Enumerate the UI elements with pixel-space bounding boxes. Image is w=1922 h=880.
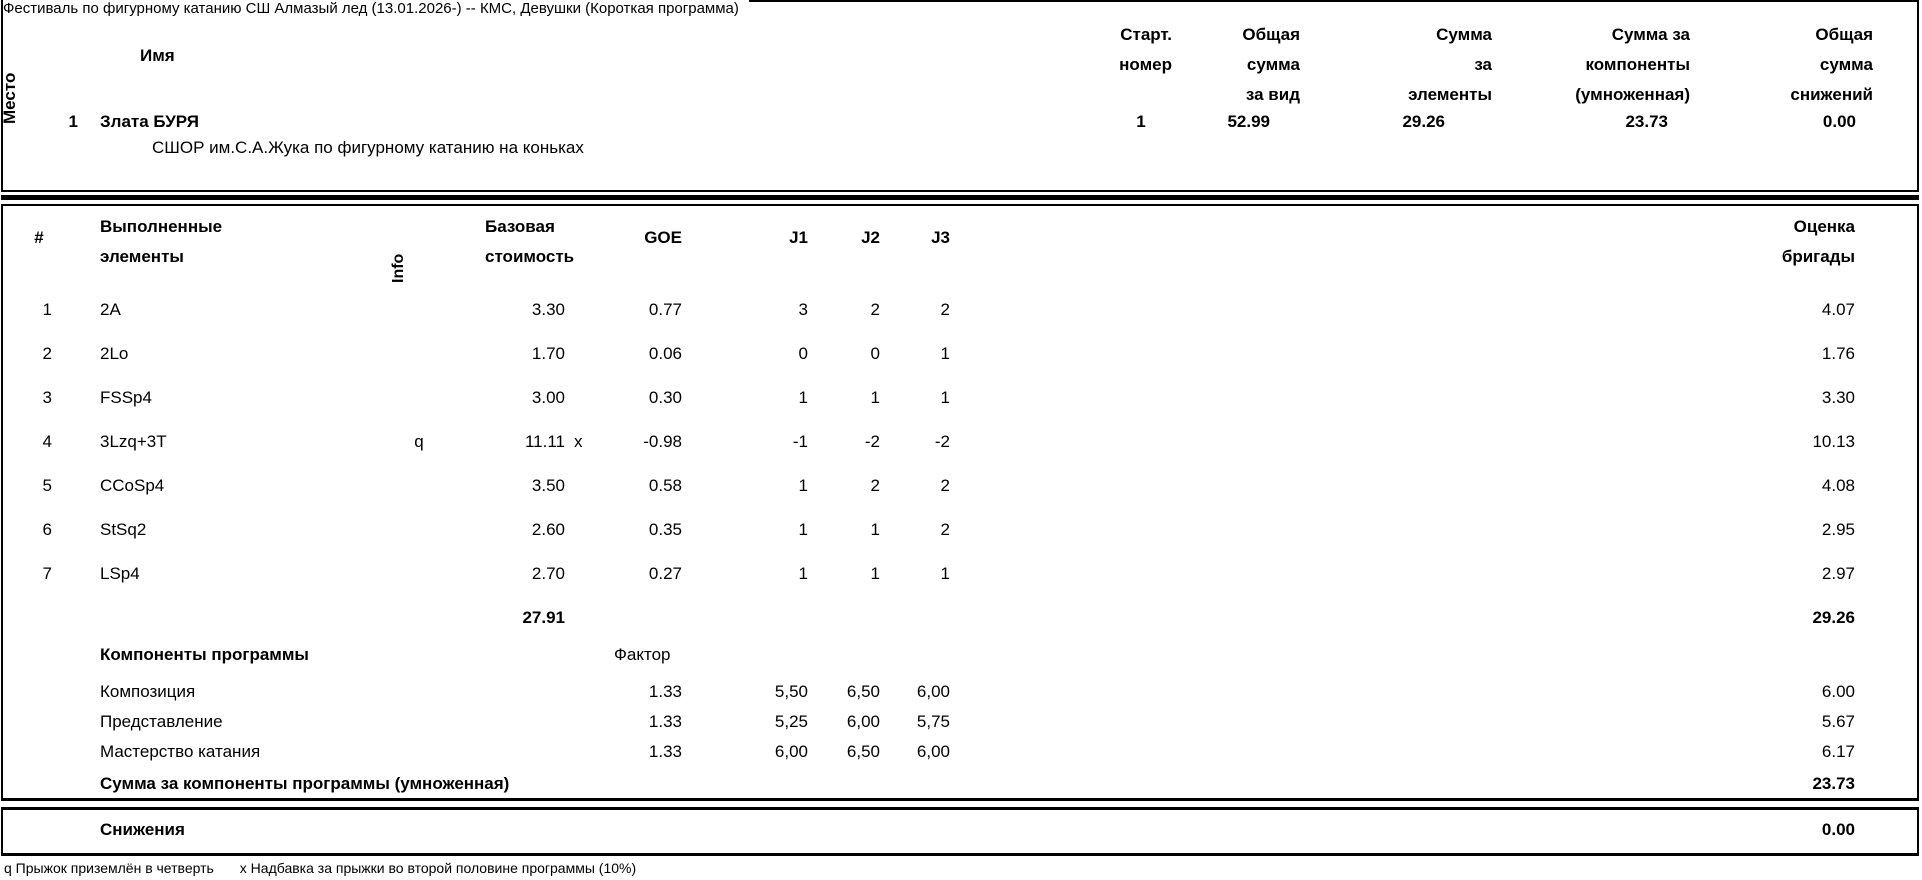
- judge2-score: 1: [870, 520, 880, 539]
- component-panel-score: 5.67: [1821, 712, 1855, 731]
- judge2-score: 0: [870, 344, 880, 363]
- judge2-score: 1: [870, 564, 880, 583]
- col-header-line: снижений: [1790, 85, 1873, 104]
- element-row: [0, 564, 1922, 584]
- footnote: [4, 860, 662, 876]
- place-column-label: Место: [0, 72, 19, 124]
- elements-header-j1: J1: [789, 228, 808, 247]
- component-row: [0, 742, 1922, 762]
- element-name: 2Lo: [100, 344, 129, 363]
- judge2-score: 2: [870, 476, 880, 495]
- element-panel-score: 4.07: [1821, 300, 1855, 319]
- total-element-score: 29.26: [1812, 608, 1855, 627]
- judge2-score: -2: [864, 432, 880, 451]
- judge3-score: -2: [934, 432, 950, 451]
- skater-name: Злата БУРЯ: [100, 112, 199, 131]
- judge1-score: 5,50: [774, 682, 808, 701]
- judge3-score: 2: [940, 520, 950, 539]
- judge3-score: 6,00: [916, 742, 950, 761]
- judge1-score: -1: [792, 432, 808, 451]
- skater-deductions-total: 0.00: [1822, 112, 1856, 131]
- element-goe: 0.58: [648, 476, 682, 495]
- elements-header-goe: GOE: [644, 228, 682, 247]
- judge3-score: 2: [940, 300, 950, 319]
- element-num: 7: [42, 564, 52, 583]
- skater-component-score: 23.73: [1625, 112, 1668, 131]
- factor-label: Фактор: [614, 645, 671, 664]
- total-base-value: 27.91: [522, 608, 565, 627]
- skater-start-number: 1: [1136, 112, 1146, 131]
- element-num: 2: [42, 344, 52, 363]
- elements-header-panel-line: Оценка: [1793, 217, 1855, 236]
- element-panel-score: 3.30: [1821, 388, 1855, 407]
- col-header-line: элементы: [1408, 85, 1492, 104]
- element-row: [0, 344, 1922, 364]
- element-num: 1: [42, 300, 52, 319]
- element-panel-score: 1.76: [1821, 344, 1855, 363]
- footnote-q-note: q Прыжок приземлён в четверть: [4, 860, 214, 876]
- col-header-line: Сумма за: [1611, 25, 1690, 44]
- separator-bar-top: [1, 195, 1919, 200]
- elements-header-panel: [1735, 212, 1855, 272]
- judge3-score: 1: [940, 388, 950, 407]
- element-panel-score: 2.97: [1821, 564, 1855, 583]
- element-row: [0, 388, 1922, 408]
- element-row: [0, 300, 1922, 320]
- col-header-line: за: [1474, 55, 1492, 74]
- element-goe: 0.06: [648, 344, 682, 363]
- element-num: 3: [42, 388, 52, 407]
- component-row: [0, 682, 1922, 702]
- component-factor: 1.33: [648, 682, 682, 701]
- skater-element-score: 29.26: [1402, 112, 1445, 131]
- deductions-box: [1, 807, 1919, 856]
- component-name: Представление: [100, 712, 223, 731]
- component-name: Композиция: [100, 682, 196, 701]
- name-column-label: Имя: [140, 46, 175, 65]
- element-name: FSSp4: [100, 388, 152, 407]
- element-goe: 0.35: [648, 520, 682, 539]
- judge3-score: 2: [940, 476, 950, 495]
- component-panel-score: 6.00: [1821, 682, 1855, 701]
- element-num: 5: [42, 476, 52, 495]
- skater-place: 1: [68, 112, 78, 131]
- element-info: q: [414, 432, 424, 451]
- element-base-value: 11.11: [524, 432, 565, 451]
- element-row: [0, 520, 1922, 540]
- col-header-line: Сумма: [1436, 25, 1492, 44]
- col-header-line: сумма: [1819, 55, 1873, 74]
- element-panel-score: 2.95: [1821, 520, 1855, 539]
- elements-header-name-line: элементы: [100, 247, 184, 266]
- elements-header-base-line: Базовая: [485, 217, 555, 236]
- element-base-value: 2.70: [531, 564, 565, 583]
- element-goe: -0.98: [643, 432, 682, 451]
- element-base-value: 1.70: [531, 344, 565, 363]
- components-title: Компоненты программы: [100, 645, 309, 664]
- element-base-value: 2.60: [531, 520, 565, 539]
- col-header-line: (умноженная): [1575, 85, 1690, 104]
- elements-header-name-line: Выполненные: [100, 217, 223, 236]
- components-sum-label: Сумма за компоненты программы (умноженная): [100, 774, 510, 793]
- col-header-start-number: [1052, 20, 1172, 80]
- col-header-line: компоненты: [1585, 55, 1690, 74]
- col-header-line: Общая: [1242, 25, 1300, 44]
- element-name: 3Lzq+3T: [100, 432, 167, 451]
- elements-header-name: [100, 212, 222, 272]
- element-num: 4: [42, 432, 52, 451]
- elements-header-info: Info: [390, 253, 407, 283]
- col-header-line: номер: [1119, 55, 1172, 74]
- component-row: [0, 712, 1922, 732]
- col-header-line: Общая: [1815, 25, 1873, 44]
- page-title: Фестиваль по фигурному катанию СШ Алмазый лед (13.01.2026-) -- КМС, Девушки (Короткая программа): [3, 0, 749, 18]
- col-header-line: сумма: [1246, 55, 1300, 74]
- deductions-value: 0.00: [1821, 820, 1855, 839]
- element-goe: 0.30: [648, 388, 682, 407]
- footnote-x-note: x Надбавка за прыжки во второй половине программы (10%): [239, 860, 637, 876]
- component-factor: 1.33: [648, 712, 682, 731]
- judge1-score: 1: [798, 388, 808, 407]
- col-header-deductions: [1733, 20, 1873, 110]
- judge3-score: 6,00: [916, 682, 950, 701]
- judge2-score: 1: [870, 388, 880, 407]
- element-base-value: 3.50: [531, 476, 565, 495]
- element-name: CCoSp4: [100, 476, 165, 495]
- judge1-score: 0: [798, 344, 808, 363]
- element-x-mark: x: [574, 432, 583, 451]
- element-panel-score: 4.08: [1821, 476, 1855, 495]
- judge1-score: 1: [798, 476, 808, 495]
- component-factor: 1.33: [648, 742, 682, 761]
- element-name: LSp4: [100, 564, 140, 583]
- skater-club: СШОР им.С.А.Жука по фигурному катанию на коньках: [152, 138, 584, 157]
- component-panel-score: 6.17: [1821, 742, 1855, 761]
- element-base-value: 3.00: [531, 388, 565, 407]
- element-goe: 0.27: [648, 564, 682, 583]
- element-row: [0, 432, 1922, 452]
- components-sum-value: 23.73: [1812, 774, 1855, 793]
- judge1-score: 1: [798, 564, 808, 583]
- judge2-score: 6,00: [846, 712, 880, 731]
- element-row: [0, 476, 1922, 496]
- element-base-value: 3.30: [531, 300, 565, 319]
- elements-header-j2: J2: [861, 228, 880, 247]
- judge1-score: 1: [798, 520, 808, 539]
- judge1-score: 3: [798, 300, 808, 319]
- elements-header-panel-line: бригады: [1781, 247, 1855, 266]
- judge1-score: 5,25: [774, 712, 808, 731]
- judge3-score: 5,75: [916, 712, 950, 731]
- judge2-score: 2: [870, 300, 880, 319]
- elements-header-num: #: [34, 228, 44, 247]
- judge3-score: 1: [940, 344, 950, 363]
- col-header-line: Старт.: [1120, 25, 1172, 44]
- element-name: StSq2: [100, 520, 147, 539]
- element-panel-score: 10.13: [1812, 432, 1855, 451]
- col-header-line: за вид: [1245, 85, 1300, 104]
- judge3-score: 1: [940, 564, 950, 583]
- deductions-label: Снижения: [100, 820, 185, 839]
- element-num: 6: [42, 520, 52, 539]
- col-header-element-score: [1352, 20, 1492, 110]
- elements-header-base-line: стоимость: [485, 247, 575, 266]
- component-name: Мастерство катания: [100, 742, 261, 761]
- skater-total-score: 52.99: [1227, 112, 1270, 131]
- judge2-score: 6,50: [846, 682, 880, 701]
- judge1-score: 6,00: [774, 742, 808, 761]
- col-header-total-score: [1160, 20, 1300, 110]
- elements-header-j3: J3: [931, 228, 950, 247]
- judge2-score: 6,50: [846, 742, 880, 761]
- element-goe: 0.77: [648, 300, 682, 319]
- element-name: 2A: [100, 300, 121, 319]
- col-header-component-score: [1538, 20, 1690, 110]
- elements-header-base: [485, 212, 574, 272]
